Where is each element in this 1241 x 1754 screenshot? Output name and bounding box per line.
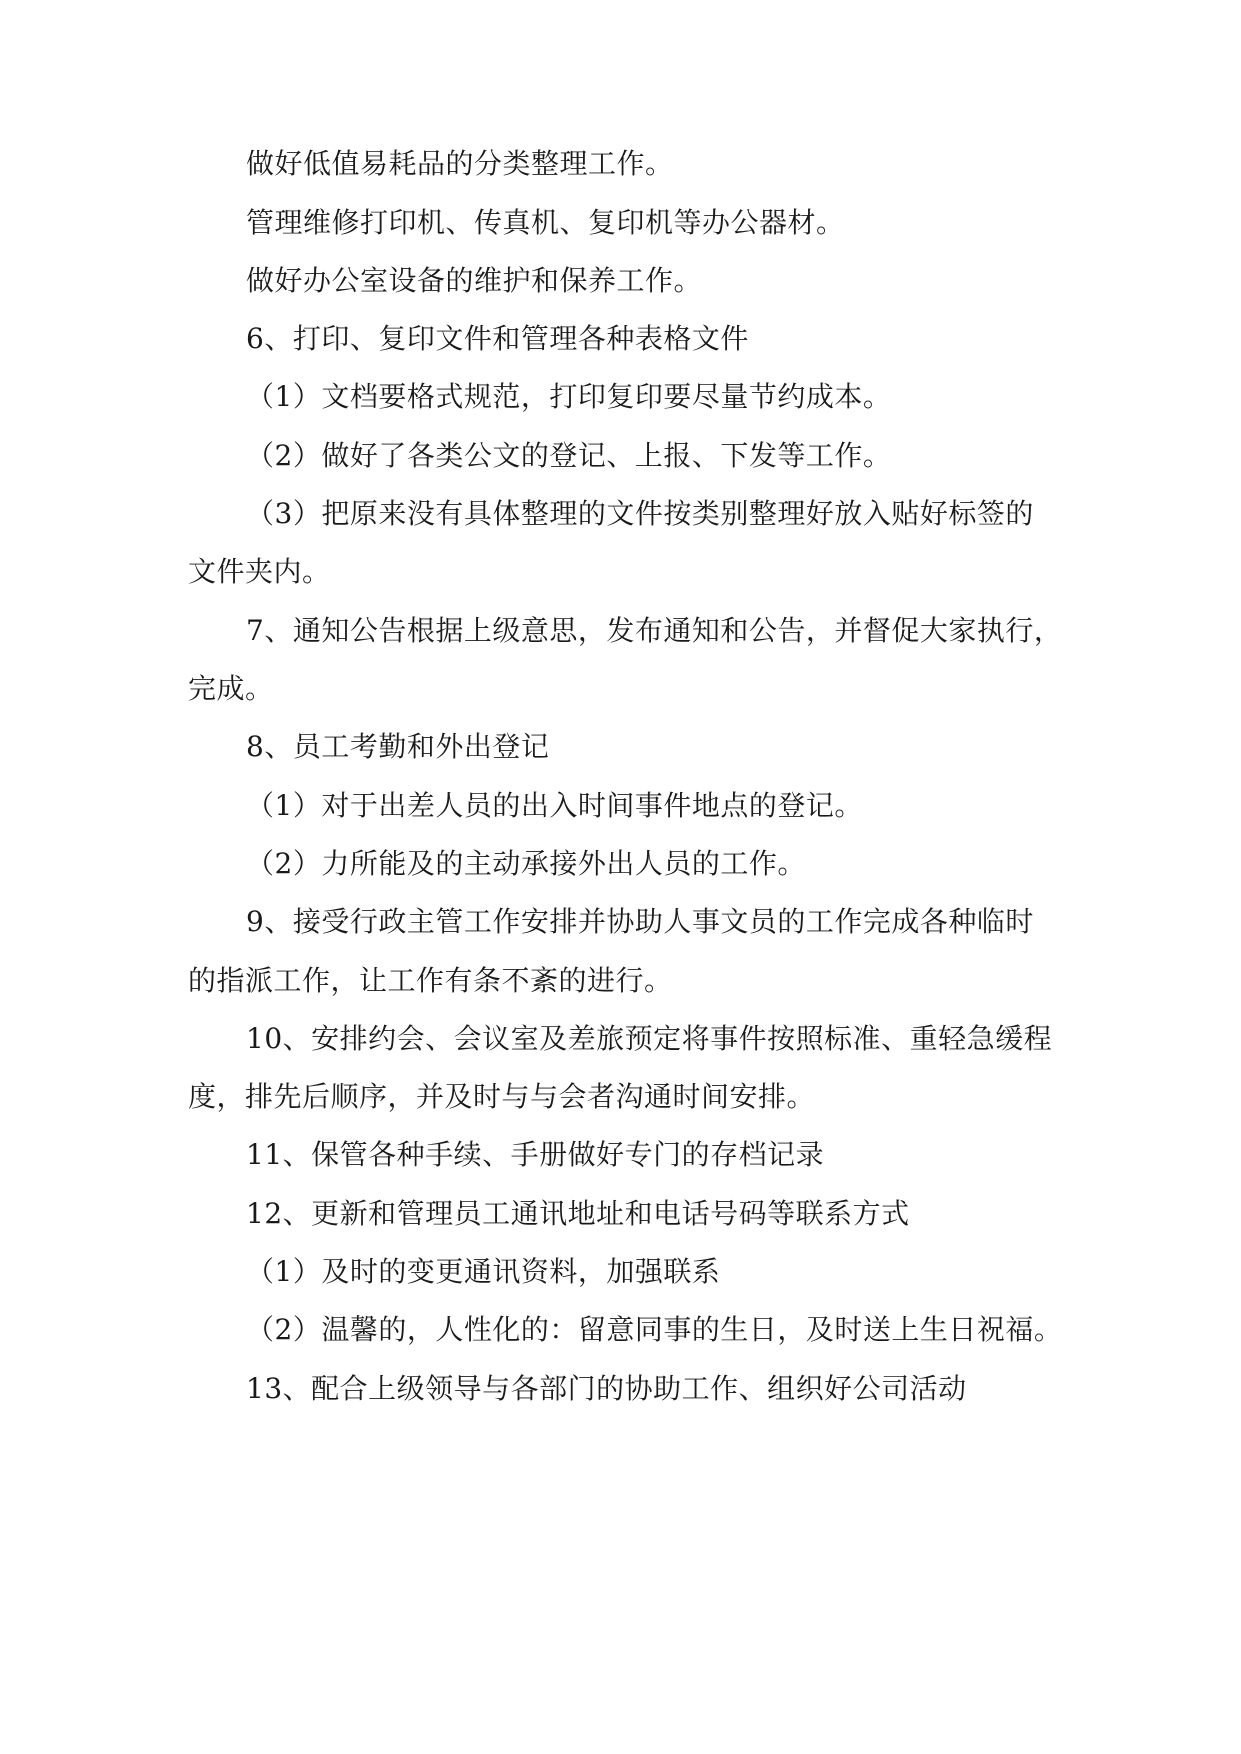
section-heading: 9、接受行政主管工作安排并协助人事文员的工作完成各种临时: [246, 905, 1034, 938]
list-item: （1）文档要格式规范，打印复印要尽量节约成本。: [246, 380, 892, 413]
section-heading: 10、安排约会、会议室及差旅预定将事件按照标准、重轻急缓程: [246, 1022, 1053, 1055]
paragraph-line: 管理维修打印机、传真机、复印机等办公器材。: [246, 206, 845, 239]
paragraph-line: 做好办公室设备的维护和保养工作。: [246, 264, 703, 297]
paragraph-line: 的指派工作，让工作有条不紊的进行。: [188, 964, 673, 997]
section-heading: 8、员工考勤和外出登记: [246, 730, 550, 763]
paragraph-line: 度，排先后顺序，并及时与与会者沟通时间安排。: [188, 1080, 816, 1113]
list-item: （1）对于出差人员的出入时间事件地点的登记。: [246, 789, 863, 822]
section-heading: 7、通知公告根据上级意思，发布通知和公告，并督促大家执行，: [246, 614, 1063, 647]
list-item: （2）温馨的，人性化的：留意同事的生日，及时送上生日祝福。: [246, 1313, 1063, 1346]
list-item: （3）把原来没有具体整理的文件按类别整理好放入贴好标签的: [246, 497, 1034, 530]
paragraph-line: 完成。: [188, 672, 274, 705]
list-item: （2）力所能及的主动承接外出人员的工作。: [246, 847, 806, 880]
list-item: （2）做好了各类公文的登记、上报、下发等工作。: [246, 439, 892, 472]
section-heading: 12、更新和管理员工通讯地址和电话号码等联系方式: [246, 1197, 910, 1230]
paragraph-line: 文件夹内。: [188, 555, 331, 588]
section-heading: 6、打印、复印文件和管理各种表格文件: [246, 322, 749, 355]
section-heading: 13、配合上级领导与各部门的协助工作、组织好公司活动: [246, 1372, 967, 1405]
list-item: （1）及时的变更通讯资料，加强联系: [246, 1255, 721, 1288]
section-heading: 11、保管各种手续、手册做好专门的存档记录: [246, 1138, 825, 1171]
paragraph-line: 做好低值易耗品的分类整理工作。: [246, 147, 674, 180]
